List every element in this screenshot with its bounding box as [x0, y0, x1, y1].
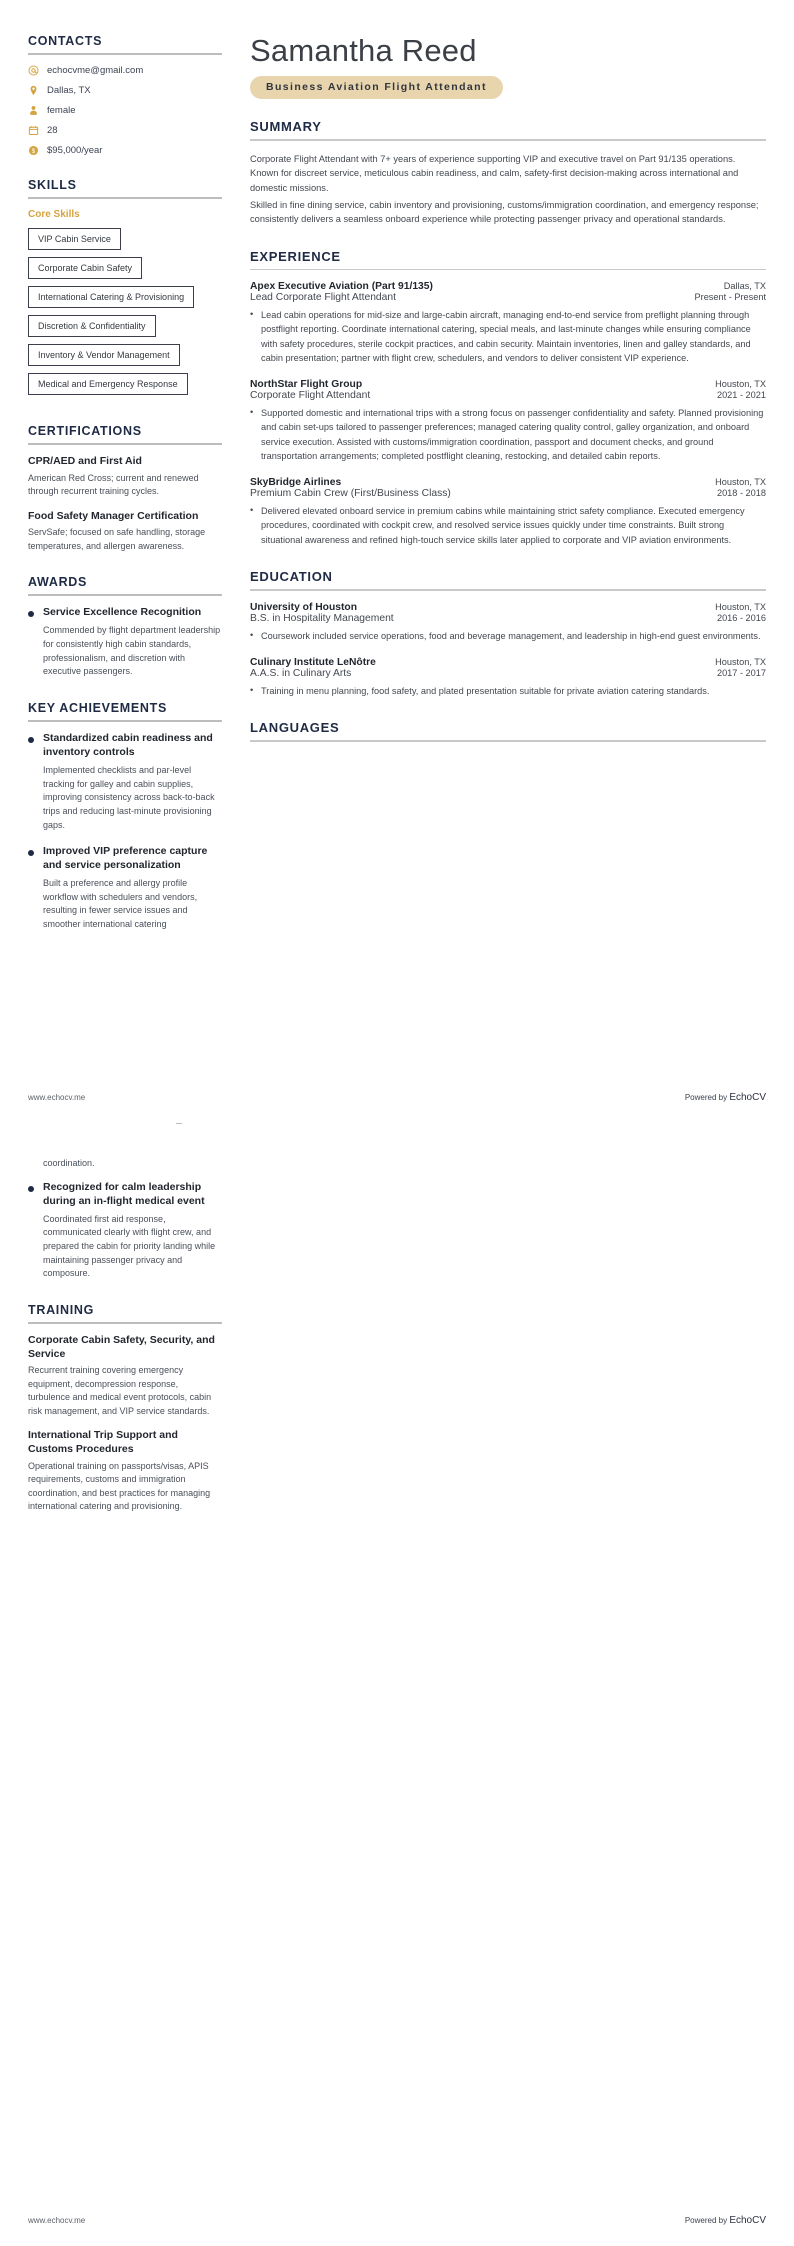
- summary-section: [250, 119, 766, 226]
- page-title: Samantha Reed: [250, 33, 477, 68]
- bullet-dot-spacer-icon: [28, 1162, 34, 1168]
- education-degree: B.S. in Hospitality Management: [250, 612, 394, 624]
- footer-powered-label: Powered by: [684, 2216, 730, 2225]
- education-heading: EDUCATION: [250, 568, 333, 584]
- sidebar-column-continued: [28, 1157, 234, 1536]
- contact-email-row: [28, 65, 222, 76]
- education-bullet: • Training in menu planning, food safety, and plated presentation suitable for private aviation catering standards.: [250, 684, 766, 698]
- experience-role: Lead Corporate Flight Attendant: [250, 292, 396, 304]
- certification-description: ServSafe; focused on safe handling, storage temperatures, and allergen awareness.: [28, 527, 206, 551]
- award-name: Service Excellence Recognition: [43, 606, 202, 619]
- certifications-divider: [28, 443, 222, 445]
- certification-item: [28, 510, 222, 554]
- training-section: [28, 1303, 222, 1514]
- experience-company-line: [250, 379, 766, 390]
- contact-email-value: echocvme@gmail.com: [47, 65, 144, 76]
- experience-dates: 2018 - 2018: [716, 488, 766, 499]
- training-item: [28, 1334, 222, 1418]
- experience-role: Premium Cabin Crew (First/Business Class): [250, 488, 451, 500]
- key-achievements-section: [28, 701, 222, 932]
- achievement-continuation-text: coordination.: [43, 1158, 95, 1168]
- bullet-dot-icon: [28, 1186, 34, 1192]
- achievement-description: Built a preference and allergy profile workflow with schedulers and vendors, resulting in fewer service issues and smoother international catering: [43, 878, 198, 930]
- experience-company-line: [250, 281, 766, 292]
- skill-chip: Inventory & Vendor Management: [28, 344, 180, 366]
- person-icon: [28, 105, 39, 116]
- experience-dates: Present - Present: [694, 292, 766, 303]
- experience-bullet: • Supported domestic and international trips with a strong focus on passenger confidentiality and safety. Planned provisioning and cabin set-ups tailored to passenger preferences; managed catering quality control, galley organization, and onboard service execution. Assisted with customs/immigration coordination, passport and document checks, and ground transportation arrangements; completed postflight cleaning, restocking, and detailed cabin reports.: [250, 406, 766, 463]
- experience-company: SkyBridge Airlines: [250, 477, 342, 489]
- languages-divider: [250, 740, 766, 742]
- contact-salary-value: $95,000/year: [47, 145, 103, 156]
- experience-company-line: [250, 477, 766, 488]
- page-2-footer: [28, 2207, 766, 2226]
- achievement-item: [28, 732, 222, 832]
- summary-paragraph: Skilled in fine dining service, cabin inventory and provisioning, customs/immigration coordination, and emergency response; consistently delivers a seamless onboard experience while protecting passenger privacy and operational standards.: [250, 200, 759, 225]
- skill-chip: Discretion & Confidentiality: [28, 315, 156, 337]
- bullet-dot-icon: [28, 850, 34, 856]
- page-2-columns: [28, 1157, 766, 1536]
- certifications-section: [28, 424, 222, 553]
- contacts-section: [28, 34, 222, 156]
- achievement-body: [43, 1181, 222, 1281]
- achievement-item: [28, 845, 222, 932]
- core-skills-subheading: Core Skills: [28, 209, 80, 220]
- calendar-icon: [28, 125, 39, 136]
- award-item: [28, 606, 222, 679]
- page-break-mark-icon: [176, 1123, 182, 1124]
- footer-brand: [685, 2215, 766, 2226]
- skill-chip: Corporate Cabin Safety: [28, 257, 142, 279]
- experience-bullet: • Delivered elevated onboard service in premium cabins while maintaining strict safety compliance. Executed emergency procedures, coordinated with cockpit crew, and resolved service issues quickly under time constraints. Built strong situational awareness and refined high-touch service skills later applied to corporate and VIP aviation environments.: [250, 504, 766, 547]
- bullet-dot-icon: [28, 737, 34, 743]
- education-section: [250, 569, 766, 698]
- achievement-description: Coordinated first aid response, communicated clearly with flight crew, and prepared the cabin for priority landing while maintaining passenger privacy and composure.: [43, 1213, 216, 1279]
- achievement-name: Recognized for calm leadership during an in-flight medical event: [43, 1180, 205, 1207]
- experience-divider: [250, 269, 766, 271]
- contacts-heading: CONTACTS: [28, 34, 103, 48]
- education-school-line: [250, 657, 766, 668]
- footer-brand-name: EchoCV: [729, 1092, 766, 1103]
- experience-role-line: [250, 390, 766, 401]
- education-divider: [250, 589, 766, 591]
- achievement-body: [43, 845, 222, 932]
- svg-text:$: $: [31, 147, 36, 155]
- summary-heading: SUMMARY: [250, 119, 322, 135]
- page-1-footer: [28, 1084, 766, 1103]
- experience-role-line: [250, 488, 766, 499]
- education-bullet: • Coursework included service operations, food and beverage management, and leadership in high-end guest environments.: [250, 629, 766, 643]
- footer-brand-name: EchoCV: [729, 2215, 766, 2226]
- education-bullets: [250, 684, 766, 698]
- location-pin-icon: [28, 85, 39, 96]
- education-degree-line: [250, 668, 766, 679]
- experience-section: [250, 249, 766, 547]
- contact-gender-row: [28, 105, 222, 116]
- contact-gender-value: female: [47, 105, 76, 116]
- experience-item: [250, 281, 766, 365]
- training-heading: TRAINING: [28, 1302, 95, 1317]
- achievement-name: Improved VIP preference capture and service personalization: [43, 845, 208, 872]
- experience-role: Corporate Flight Attendant: [250, 390, 371, 402]
- training-name: Corporate Cabin Safety, Security, and Service: [28, 1333, 215, 1360]
- experience-dates: 2021 - 2021: [716, 390, 766, 401]
- training-divider: [28, 1322, 222, 1324]
- education-location: Houston, TX: [715, 601, 766, 612]
- education-bullets: [250, 629, 766, 643]
- page-1-columns: [28, 34, 766, 954]
- skills-section: [28, 178, 222, 402]
- award-description: Commended by flight department leadership for consistently high cabin standards, professionalism, and discretion with executive passengers.: [43, 625, 221, 677]
- experience-item: [250, 379, 766, 463]
- awards-heading: AWARDS: [28, 575, 88, 590]
- training-description: Operational training on passports/visas, APIS requirements, customs and immigration coordination, and best practices for managing international catering and provisioning.: [28, 1460, 211, 1511]
- footer-brand: [685, 1092, 766, 1103]
- experience-bullets: [250, 406, 766, 463]
- education-degree: A.A.S. in Culinary Arts: [250, 667, 352, 679]
- certification-description: American Red Cross; current and renewed through recurrent training cycles.: [28, 472, 199, 497]
- education-dates: 2016 - 2016: [716, 612, 766, 623]
- awards-divider: [28, 594, 222, 596]
- skill-chip: International Catering & Provisioning: [28, 286, 194, 308]
- footer-url[interactable]: www.echocv.me: [28, 1093, 86, 1102]
- resume-header: [250, 34, 766, 119]
- email-icon: [28, 65, 39, 76]
- experience-location: Houston, TX: [715, 379, 766, 390]
- achievement-name: Standardized cabin readiness and inventory controls: [43, 731, 213, 758]
- resume-page-2: [0, 1123, 794, 2246]
- experience-location: Dallas, TX: [723, 281, 766, 292]
- contact-age-row: [28, 125, 222, 136]
- achievement-continuation: [28, 1157, 222, 1171]
- certification-name: CPR/AED and First Aid: [28, 455, 142, 467]
- experience-item: [250, 477, 766, 547]
- experience-bullets: [250, 504, 766, 547]
- summary-paragraph: Corporate Flight Attendant with 7+ years of experience supporting VIP and executive travel on Part 91/135 operations. Known for discreet service, meticulous cabin readiness, and calm, safety-first decision-making across international and domestic missions.: [250, 154, 739, 193]
- education-school-line: [250, 602, 766, 613]
- education-dates: 2017 - 2017: [716, 667, 766, 678]
- certification-name: Food Safety Manager Certification: [28, 509, 199, 522]
- languages-section: [250, 720, 766, 742]
- experience-bullets: [250, 308, 766, 365]
- award-body: [43, 606, 222, 679]
- experience-bullet: • Lead cabin operations for mid-size and large-cabin aircraft, managing end-to-end service from preflight planning through postflight reporting. Coordinate international catering, special meals, and last-minute changes while ensuring compliance with safety procedures, sterile cockpit practices, and cabin security. Maintain inventories, linen and galley standards, and cabin presentation; partner with flight crew, schedulers, and vendors to deliver consistent VIP experience.: [250, 308, 766, 365]
- achievement-continuation-body: [43, 1157, 222, 1171]
- footer-powered-label: Powered by: [684, 1093, 730, 1102]
- education-degree-line: [250, 613, 766, 624]
- training-item: [28, 1429, 222, 1513]
- contact-age-value: 28: [47, 125, 58, 136]
- contacts-divider: [28, 53, 222, 55]
- experience-heading: EXPERIENCE: [250, 248, 341, 264]
- achievement-item: [28, 1181, 222, 1281]
- achievement-description: Implemented checklists and par-level tracking for galley and cabin supplies, improving consistency across back-to-back trips and reducing last-minute provisioning gaps.: [43, 764, 215, 830]
- skills-divider: [28, 197, 222, 199]
- education-location: Houston, TX: [715, 656, 766, 667]
- experience-role-line: [250, 292, 766, 303]
- certification-item: [28, 455, 222, 499]
- training-name: International Trip Support and Customs Procedures: [28, 1429, 178, 1455]
- salary-coin-icon: [28, 145, 39, 156]
- education-item: [250, 602, 766, 643]
- experience-company: NorthStar Flight Group: [250, 379, 363, 391]
- skills-heading: SKILLS: [28, 178, 77, 192]
- summary-divider: [250, 139, 766, 141]
- role-badge: Business Aviation Flight Attendant: [250, 76, 503, 99]
- awards-section: [28, 575, 222, 679]
- skill-chip: VIP Cabin Service: [28, 228, 121, 250]
- bullet-dot-icon: [28, 611, 34, 617]
- contact-location-row: [28, 85, 222, 96]
- key-achievements-heading: KEY ACHIEVEMENTS: [28, 700, 168, 715]
- key-achievements-divider: [28, 720, 222, 722]
- contact-salary-row: [28, 145, 222, 156]
- education-school: University of Houston: [250, 601, 357, 613]
- training-description: Recurrent training covering emergency equipment, decompression response, turbulence and medical event protocols, cabin risk management, and VIP service standards.: [28, 1365, 212, 1416]
- main-column: [234, 34, 766, 764]
- experience-company: Apex Executive Aviation (Part 91/135): [250, 281, 433, 293]
- experience-location: Houston, TX: [715, 477, 766, 488]
- education-school: Culinary Institute LeNôtre: [250, 656, 376, 668]
- skill-chip-list: [28, 228, 222, 402]
- sidebar-column: [28, 34, 234, 954]
- footer-url[interactable]: www.echocv.me: [28, 2216, 86, 2225]
- skill-chip: Medical and Emergency Response: [28, 373, 188, 395]
- education-item: [250, 657, 766, 698]
- achievement-body: [43, 732, 222, 832]
- certifications-heading: CERTIFICATIONS: [28, 424, 142, 438]
- contact-location-value: Dallas, TX: [47, 85, 91, 96]
- languages-heading: LANGUAGES: [250, 720, 340, 736]
